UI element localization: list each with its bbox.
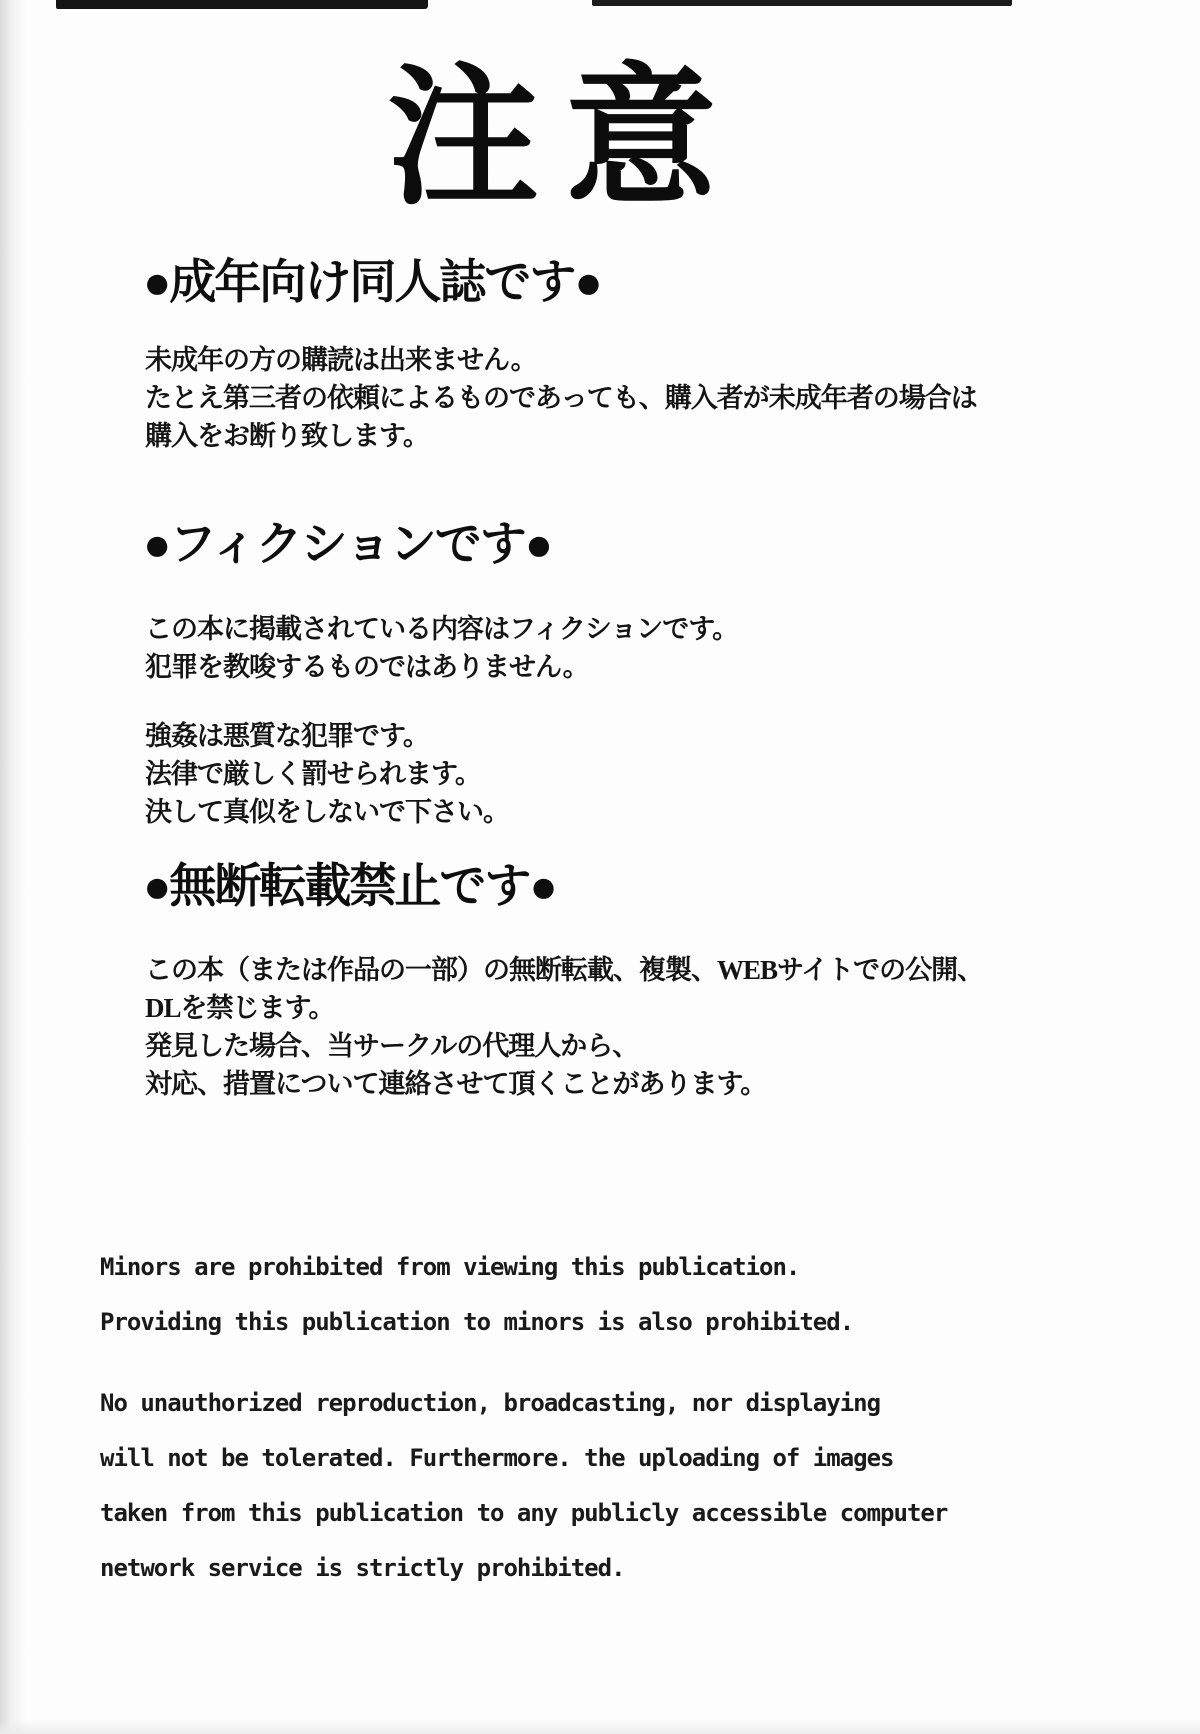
heading-no-reproduction: ●無断転載禁止です●	[143, 861, 556, 913]
paragraph-no-reproduction	[145, 951, 983, 1103]
page-edge-shading-bottom	[0, 1720, 1200, 1734]
text-line: 強姦は悪質な犯罪です。	[145, 721, 429, 751]
text-line: will not be tolerated. Furthermore. the uploading of images	[100, 1444, 894, 1472]
text-line: Minors are prohibited from viewing this publication.	[100, 1253, 800, 1281]
english-reproduction-notice	[100, 1376, 947, 1596]
paragraph-crime-warning	[145, 717, 509, 831]
text-line: この本（または作品の一部）の無断転載、複製、WEBサイトでの公開、	[145, 955, 984, 985]
heading-adult-publication: ●成年向け同人誌です●	[143, 257, 601, 309]
text-line: taken from this publication to any publicly accessible computer	[100, 1499, 948, 1527]
english-minors-notice	[100, 1240, 853, 1350]
text-line: Providing this publication to minors is also prohibited.	[100, 1308, 854, 1336]
scan-artifact-top-left	[56, 0, 428, 9]
paragraph-fiction	[145, 610, 738, 686]
text-line: No unauthorized reproduction, broadcasting, nor displaying	[100, 1389, 881, 1417]
text-line: 対応、措置について連絡させて頂くことがあります。	[145, 1069, 767, 1099]
text-line: 発見した場合、当サークルの代理人から、	[145, 1031, 639, 1061]
text-line: 購入をお断り致します。	[145, 421, 429, 451]
scan-artifact-top-middle	[592, 0, 1012, 6]
text-line: 未成年の方の購読は出来ません。	[145, 345, 537, 375]
text-line: 犯罪を教唆するものではありません。	[145, 652, 589, 682]
text-line: network service is strictly prohibited.	[100, 1554, 625, 1582]
page-edge-shading-left	[0, 0, 26, 1734]
text-line: たとえ第三者の依頼によるものであっても、購入者が未成年者の場合は	[145, 383, 977, 413]
heading-fiction: ●フィクションです●	[143, 519, 552, 571]
page-title: 注意	[387, 49, 743, 226]
text-line: DLを禁じます。	[145, 993, 335, 1023]
text-line: 決して真似をしないで下さい。	[145, 797, 509, 827]
text-line: 法律で厳しく罰せられます。	[145, 759, 481, 789]
paragraph-adult-publication	[145, 341, 977, 455]
text-line: この本に掲載されている内容はフィクションです。	[145, 614, 739, 644]
